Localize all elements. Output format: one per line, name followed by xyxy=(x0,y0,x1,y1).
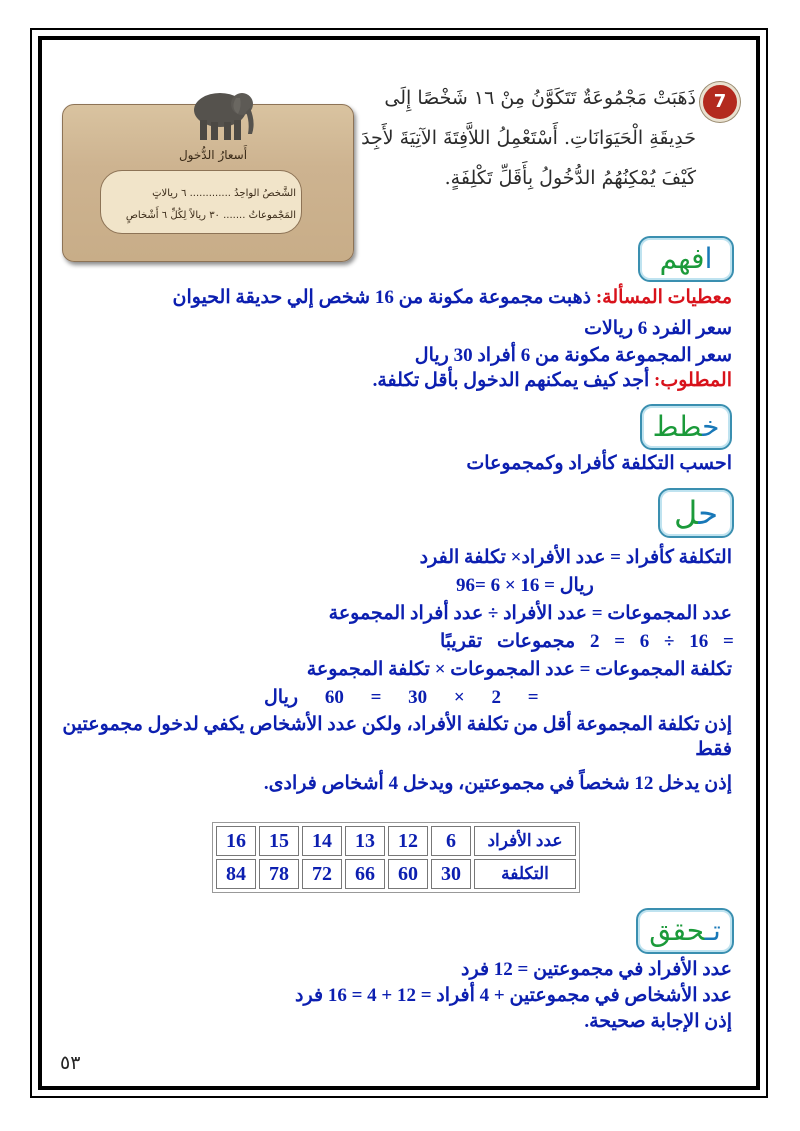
solve-line-8: فقط xyxy=(695,739,732,760)
table-cell: 13 xyxy=(345,826,385,856)
group-price-line: سعر المجموعة مكونة من 6 أفراد 30 ريال xyxy=(414,345,732,366)
elephant-icon xyxy=(180,84,258,144)
problem-statement: ذَهَبَتْ مَجْمُوعَةٌ تَتَكَوَّنُ مِنْ ١٦ شَخْصًا إِلَى حَدِيقَةِ الْحَيَوَانَاتِ. أَسْتَعْمِلُ اللاَّفِتَةَ الآتِيَةَ لأَجِدَ كَيْفَ يُمْكِنُهُمُ الدُّخُولُ بِأَقَلِّ تَكْلِفَةٍ. xyxy=(361,87,696,189)
solve-line-3: عدد المجموعات = عدد الأفراد ÷ عدد أفراد المجموعة xyxy=(328,603,732,624)
table-cell: 14 xyxy=(302,826,342,856)
plan-text: احسب التكلفة كأفراد وكمجموعات xyxy=(466,453,732,474)
required-text: أجد كيف يمكنهم الدخول بأقل تكلفة. xyxy=(372,370,650,391)
solve-line-1: التكلفة كأفراد = عدد الأفراد× تكلفة الفرد xyxy=(419,547,732,568)
table-cell: 16 xyxy=(216,826,256,856)
table-cell: 6 xyxy=(431,826,471,856)
sign-title: أَسعارُ الدُّخول xyxy=(178,148,248,162)
table-header-cost: التكلفة xyxy=(474,859,576,889)
check-line-3: إذن الإجابة صحيحة. xyxy=(584,1011,732,1032)
given-line xyxy=(173,286,732,309)
sign-panel xyxy=(100,170,302,234)
sign-row-groups: المَجْموعاتُ ....... ٣٠ ريالاً لِكُلِّ ٦ أَشْخاصٍ xyxy=(125,210,296,221)
solve-line-6: = 2 × 30 = 60 ريال xyxy=(264,687,539,708)
table-cell: 66 xyxy=(345,859,385,889)
check-line-1: عدد الأفراد في مجموعتين = 12 فرد xyxy=(461,959,732,980)
table-header-people: عدد الأفراد xyxy=(474,826,576,856)
table-cell: 30 xyxy=(431,859,471,889)
table-cell: 78 xyxy=(259,859,299,889)
individual-price-line: سعر الفرد 6 ريالات xyxy=(584,318,732,339)
sign-row-individual: الشَّخصُ الواحِدُ ............. ٦ ريالاتٍ xyxy=(152,188,296,199)
sign-row1-label: الشَّخصُ الواحِدُ xyxy=(234,188,296,199)
page-number: ٥٣ xyxy=(60,1052,81,1074)
price-sign xyxy=(62,84,352,260)
check-line-2: عدد الأشخاص في مجموعتين + 4 أفراد = 12 + 4 = 16 فرد xyxy=(295,985,732,1006)
given-label: معطيات المسألة: xyxy=(595,287,732,308)
problem-number-badge: 7 xyxy=(700,82,740,122)
solve-label: حل xyxy=(658,488,734,538)
table-cell: 84 xyxy=(216,859,256,889)
required-line xyxy=(373,369,732,392)
solve-line-9: إذن يدخل 12 شخصاً في مجموعتين، ويدخل 4 أشخاص فرادى. xyxy=(263,773,732,794)
table-row-cost xyxy=(216,859,576,889)
sign-row2-value: ٣٠ ريالاً لِكُلِّ ٦ أَشْخاصٍ xyxy=(125,210,220,221)
table-cell: 60 xyxy=(388,859,428,889)
solve-line-7: إذن تكلفة المجموعة أقل من تكلفة الأفراد، ولكن عدد الأشخاص يكفي لدخول مجموعتين xyxy=(62,714,732,735)
table-cell: 12 xyxy=(388,826,428,856)
solve-line-2: 96= 6 × 16 = ريال xyxy=(456,575,594,596)
check-label: تـحقق xyxy=(636,908,734,954)
table-cell: 72 xyxy=(302,859,342,889)
required-label: المطلوب: xyxy=(654,370,732,391)
plan-label: خطط xyxy=(640,404,732,450)
solve-line-5: تكلفة المجموعات = عدد المجموعات × تكلفة المجموعة xyxy=(306,659,732,680)
table-row-people xyxy=(216,826,576,856)
understand-label: افهم xyxy=(638,236,734,282)
given-text: ذهبت مجموعة مكونة من 16 شخص إلي حديقة الحيوان xyxy=(172,287,592,308)
comparison-table xyxy=(212,822,580,893)
sign-row2-label: المَجْموعاتُ xyxy=(248,210,296,221)
solve-line-4: = 16 ÷ 6 = 2 مجموعات تقريبًا xyxy=(440,631,734,652)
sign-row1-value: ٦ ريالاتٍ xyxy=(152,188,187,199)
table-cell: 15 xyxy=(259,826,299,856)
